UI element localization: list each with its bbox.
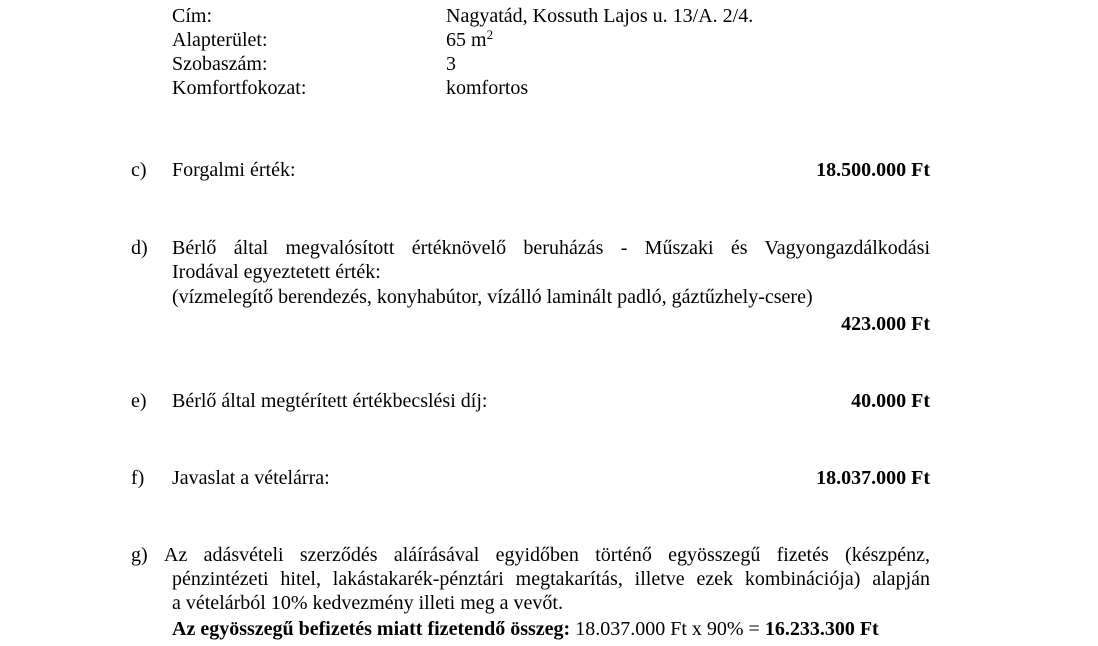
item-c-amount: 18.500.000 Ft bbox=[816, 159, 930, 181]
item-f-amount: 18.037.000 Ft bbox=[816, 467, 930, 489]
area-value: 65 m bbox=[446, 29, 487, 51]
item-g-line-3: a vételárból 10% kedvezmény illeti meg a vevőt. bbox=[172, 592, 563, 614]
item-f-label: Javaslat a vételárra: bbox=[172, 467, 330, 489]
item-g-summary bbox=[172, 617, 879, 641]
item-d-line-1: Bérlő által megvalósított értéknövelő beruházás - Műszaki és Vagyongazdálkodási bbox=[172, 237, 930, 259]
property-value-comfort: komfortos bbox=[446, 77, 529, 99]
item-g-summary-calc: 18.037.000 Ft x 90% = bbox=[570, 618, 765, 640]
item-e-marker: e) bbox=[131, 390, 147, 412]
item-g-marker: g) bbox=[131, 544, 148, 566]
property-label-comfort: Komfortfokozat: bbox=[172, 77, 307, 99]
item-d-line-2: Irodával egyeztetett érték: bbox=[172, 261, 381, 283]
property-label-rooms: Szobaszám: bbox=[172, 53, 268, 75]
property-value-rooms: 3 bbox=[446, 53, 456, 75]
item-d-line-3: (vízmelegítő berendezés, konyhabútor, vízálló laminált padló, gáztűzhely-csere) bbox=[172, 286, 813, 308]
item-f-marker: f) bbox=[131, 467, 145, 489]
item-e-label: Bérlő által megtérített értékbecslési díj: bbox=[172, 390, 488, 412]
property-value-address: Nagyatád, Kossuth Lajos u. 13/A. 2/4. bbox=[446, 5, 754, 27]
item-g-summary-label: Az egyösszegű befizetés miatt fizetendő összeg: bbox=[172, 618, 571, 640]
item-e-amount: 40.000 Ft bbox=[851, 390, 930, 412]
area-unit-exponent: 2 bbox=[486, 27, 494, 42]
property-value-area bbox=[446, 28, 493, 52]
property-label-area: Alapterület: bbox=[172, 29, 268, 51]
item-c-label: Forgalmi érték: bbox=[172, 159, 296, 181]
item-g-summary-total: 16.233.300 Ft bbox=[764, 618, 879, 640]
item-g-line-2: pénzintézeti hitel, lakástakarék-pénztári megtakarítás, illetve ezek kombinációja) alapján bbox=[172, 568, 930, 590]
item-g-line-1: Az adásvételi szerződés aláírásával egyidőben történő egyösszegű fizetés (készpénz, bbox=[164, 544, 930, 566]
property-label-address: Cím: bbox=[172, 5, 213, 27]
item-d-amount: 423.000 Ft bbox=[841, 313, 930, 335]
item-d-marker: d) bbox=[131, 237, 148, 259]
item-c-marker: c) bbox=[131, 159, 147, 181]
